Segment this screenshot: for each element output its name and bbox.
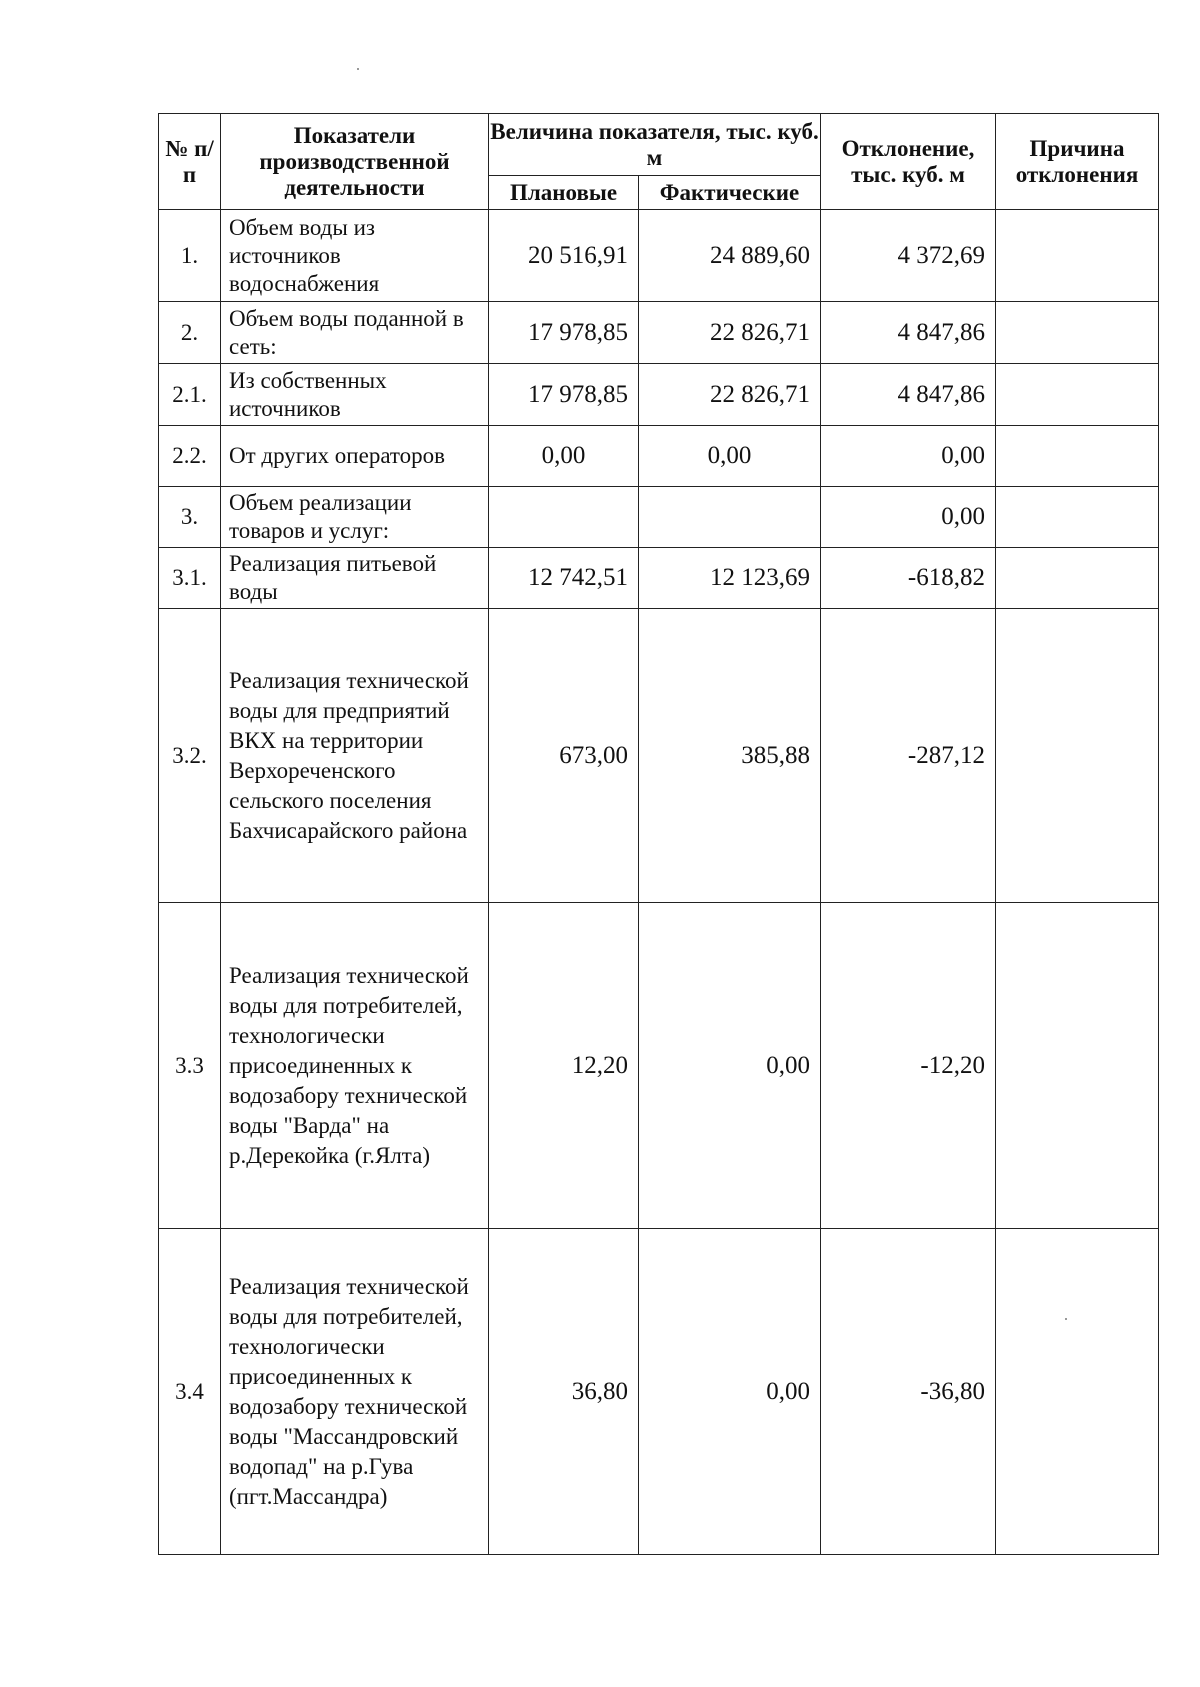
row-reason <box>996 364 1159 426</box>
table-row <box>159 426 1159 487</box>
table-row <box>159 609 1159 903</box>
row-actual <box>639 487 821 548</box>
row-actual: 22 826,71 <box>639 302 821 364</box>
header-actual: Фактические <box>639 176 821 210</box>
row-name: Реализация технической воды для потребителей, технологически присоединенных к водозабору технической воды "Варда" на р.Дерекойка (г.Ялта) <box>221 903 489 1229</box>
scan-speck <box>357 68 359 70</box>
row-deviation: 4 847,86 <box>821 302 996 364</box>
row-name: Реализация технической воды для предприятий ВКХ на территории Верхореченского сельского поселения Бахчисарайского района <box>221 609 489 903</box>
row-actual: 0,00 <box>639 426 821 487</box>
row-planned: 36,80 <box>489 1229 639 1555</box>
row-num: 2.2. <box>159 426 221 487</box>
row-actual: 22 826,71 <box>639 364 821 426</box>
row-actual: 385,88 <box>639 609 821 903</box>
row-reason <box>996 548 1159 609</box>
table-row <box>159 364 1159 426</box>
row-actual: 0,00 <box>639 903 821 1229</box>
row-name: Реализация питьевой воды <box>221 548 489 609</box>
row-deviation: 4 847,86 <box>821 364 996 426</box>
row-planned: 17 978,85 <box>489 364 639 426</box>
row-name: Объем воды из источников водоснабжения <box>221 210 489 302</box>
row-num: 2. <box>159 302 221 364</box>
header-planned: Плановые <box>489 176 639 210</box>
header-value-group: Величина показателя, тыс. куб. м <box>489 114 821 176</box>
row-num: 3.3 <box>159 903 221 1229</box>
row-name: Объем воды поданной в сеть: <box>221 302 489 364</box>
table-row <box>159 903 1159 1229</box>
row-deviation: -12,20 <box>821 903 996 1229</box>
row-deviation: 0,00 <box>821 426 996 487</box>
row-reason <box>996 1229 1159 1555</box>
row-reason <box>996 426 1159 487</box>
table-row <box>159 487 1159 548</box>
row-num: 3. <box>159 487 221 548</box>
header-deviation: Отклонение, тыс. куб. м <box>821 114 996 210</box>
row-num: 3.1. <box>159 548 221 609</box>
row-num: 2.1. <box>159 364 221 426</box>
row-planned: 673,00 <box>489 609 639 903</box>
row-name: Из собственных источников <box>221 364 489 426</box>
row-num: 3.4 <box>159 1229 221 1555</box>
row-reason <box>996 210 1159 302</box>
water-indicators-table <box>158 113 1159 1555</box>
table-row <box>159 1229 1159 1555</box>
row-planned: 0,00 <box>489 426 639 487</box>
row-reason <box>996 487 1159 548</box>
row-name: Объем реализации товаров и услуг: <box>221 487 489 548</box>
row-num: 3.2. <box>159 609 221 903</box>
table-row <box>159 302 1159 364</box>
header-row-top <box>159 114 1159 176</box>
row-planned <box>489 487 639 548</box>
row-actual: 24 889,60 <box>639 210 821 302</box>
row-deviation: -618,82 <box>821 548 996 609</box>
row-actual: 0,00 <box>639 1229 821 1555</box>
row-deviation: -287,12 <box>821 609 996 903</box>
row-reason <box>996 302 1159 364</box>
row-deviation: 0,00 <box>821 487 996 548</box>
row-reason <box>996 903 1159 1229</box>
row-name: Реализация технической воды для потребителей, технологически присоединенных к водозабору технической воды "Массандровский водопад" на р.Гува (пгт.Массандра) <box>221 1229 489 1555</box>
row-deviation: -36,80 <box>821 1229 996 1555</box>
header-num: № п/п <box>159 114 221 210</box>
header-reason: Причина отклонения <box>996 114 1159 210</box>
row-planned: 12,20 <box>489 903 639 1229</box>
row-deviation: 4 372,69 <box>821 210 996 302</box>
row-planned: 12 742,51 <box>489 548 639 609</box>
header-indicator: Показатели производственной деятельности <box>221 114 489 210</box>
row-name: От других операторов <box>221 426 489 487</box>
row-num: 1. <box>159 210 221 302</box>
row-planned: 17 978,85 <box>489 302 639 364</box>
table-row <box>159 548 1159 609</box>
table-row <box>159 210 1159 302</box>
row-planned: 20 516,91 <box>489 210 639 302</box>
row-actual: 12 123,69 <box>639 548 821 609</box>
row-reason <box>996 609 1159 903</box>
